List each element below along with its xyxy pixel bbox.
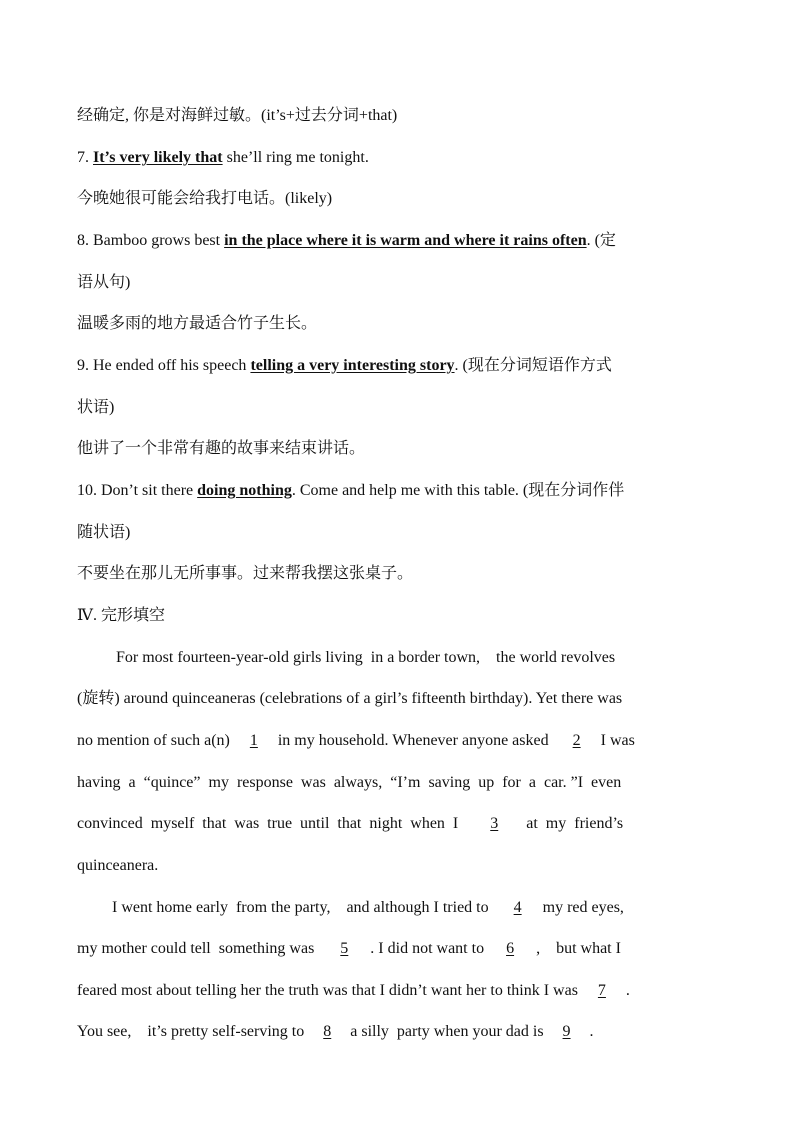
passage-line — [77, 772, 621, 794]
sentence-10 — [77, 480, 624, 502]
underlined-answer: doing nothing — [197, 482, 292, 499]
passage-line — [112, 897, 624, 919]
translation-line — [77, 563, 413, 585]
text: 7. — [77, 149, 93, 166]
text: I was — [600, 732, 635, 749]
blank-8: 8 — [323, 1023, 332, 1040]
sentence-9 — [77, 355, 612, 377]
text: I went home early from the party, and although I tried to — [112, 899, 493, 916]
text: no mention of such a(n) — [77, 732, 230, 749]
translation-line — [77, 188, 332, 210]
blank-7: 7 — [597, 982, 606, 999]
text: . I did not want to — [370, 940, 485, 957]
text: feared most about telling her the truth was that I didn’t want her to think I was — [77, 982, 578, 999]
text: at my friend’s — [526, 815, 624, 832]
text: a silly party when your dad is — [350, 1023, 544, 1040]
text: 他讲了一个非常有趣的故事来结束讲话。 — [77, 440, 366, 457]
sentence-9-cont — [77, 397, 114, 419]
text: 温暖多雨的地方最适合竹子生长。 — [77, 315, 318, 332]
passage-line — [77, 730, 635, 752]
text: my red eyes, — [542, 899, 624, 916]
text: 随状语) — [77, 524, 131, 541]
text: 语从句) — [77, 274, 131, 291]
underlined-answer: in the place where it is warm and where it rains often — [224, 232, 587, 249]
sentence-10-cont — [77, 522, 130, 544]
passage-line — [77, 980, 630, 1002]
passage-line — [77, 938, 621, 960]
text: my mother could tell something was — [77, 940, 319, 957]
text: 不要坐在那儿无所事事。过来帮我摆这张桌子。 — [77, 565, 414, 582]
text: convinced myself that was true until that night when I — [77, 815, 463, 832]
text: For most fourteen-year-old girls living in a border town, the world revolves — [116, 649, 616, 666]
text: 10. Don’t sit there — [77, 482, 198, 499]
sentence-8 — [77, 230, 616, 252]
sentence-8-cont — [77, 272, 130, 294]
passage-line — [77, 813, 623, 835]
blank-3: 3 — [490, 815, 499, 832]
section-heading — [77, 605, 165, 627]
text: . — [589, 1023, 594, 1040]
underlined-answer: telling a very interesting story — [250, 357, 455, 374]
text: quinceanera. — [77, 857, 159, 874]
text: You see, it’s pretty self-serving to — [77, 1023, 305, 1040]
blank-5: 5 — [340, 940, 349, 957]
translation-line — [77, 105, 397, 127]
text: 9. He ended off his speech — [77, 357, 251, 374]
text: (旋转) around quinceaneras (celebrations of a girl’s fifteenth birthday). Yet there was — [77, 690, 623, 707]
passage-line — [116, 647, 615, 669]
blank-1: 1 — [249, 732, 258, 749]
text: Ⅳ. 完形填空 — [77, 607, 165, 624]
sentence-7 — [77, 147, 369, 169]
text: 经确定, 你是对海鲜过敏。(it’s+过去分词+that) — [77, 107, 398, 124]
blank-2: 2 — [572, 732, 581, 749]
translation-line — [77, 313, 317, 335]
text: . (现在分词短语作方式 — [454, 357, 612, 374]
text: 状语) — [77, 399, 115, 416]
translation-line — [77, 438, 365, 460]
text: she’ll ring me tonight. — [222, 149, 369, 166]
text: in my household. Whenever anyone asked — [277, 732, 553, 749]
text: 今晚她很可能会给我打电话。(likely) — [77, 190, 333, 207]
text: 8. Bamboo grows best — [77, 232, 225, 249]
blank-6: 6 — [506, 940, 515, 957]
text: having a “quince” my response was always, “I’m saving up for a car. ”I even — [77, 774, 622, 791]
text: , but what I — [536, 940, 621, 957]
passage-line — [77, 855, 158, 877]
passage-line — [77, 1021, 594, 1043]
underlined-answer: It’s very likely that — [93, 149, 223, 166]
passage-line — [77, 688, 622, 710]
blank-4: 4 — [513, 899, 522, 916]
text: . — [625, 982, 630, 999]
text: . Come and help me with this table. (现在分词作伴 — [291, 482, 625, 499]
text: . (定 — [586, 232, 616, 249]
blank-9: 9 — [562, 1023, 571, 1040]
